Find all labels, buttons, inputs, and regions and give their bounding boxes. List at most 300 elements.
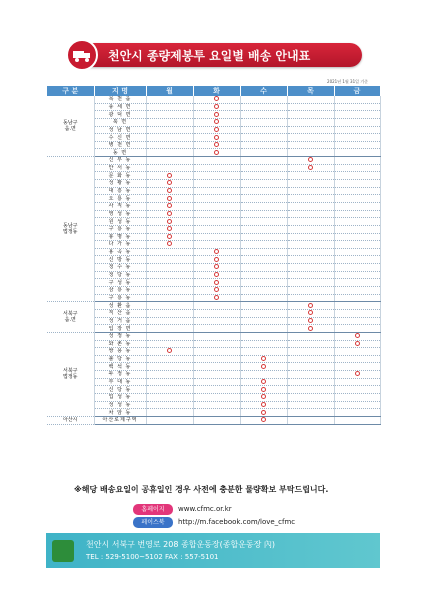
day-cell: [146, 294, 193, 302]
header-cell: 구 분: [47, 86, 94, 96]
day-cell: [240, 393, 287, 401]
day-cell: [146, 317, 193, 325]
day-cell: [146, 256, 193, 264]
day-cell: [193, 241, 240, 249]
day-cell: [287, 210, 334, 218]
day-cell: [334, 195, 380, 203]
day-cell: [287, 393, 334, 401]
day-cell: [146, 164, 193, 172]
day-cell: [240, 202, 287, 210]
day-cell: [193, 409, 240, 417]
day-cell: [146, 172, 193, 180]
day-cell: [240, 386, 287, 394]
day-cell: [334, 279, 380, 287]
stadium-logo-icon: [52, 540, 74, 562]
day-cell: [334, 172, 380, 180]
day-cell: [146, 218, 193, 226]
table-row: [47, 409, 380, 417]
footer-tel: TEL : 529-5100~5102 FAX : 557-5101: [86, 553, 219, 561]
day-cell: [146, 233, 193, 241]
delivery-mark-icon: [214, 142, 219, 147]
delivery-mark-icon: [261, 417, 266, 422]
table-row: [47, 264, 380, 272]
group-label: 동남구 읍.면: [47, 96, 94, 157]
day-cell: [287, 241, 334, 249]
delivery-mark-icon: [167, 188, 172, 193]
day-cell: [287, 149, 334, 157]
area-name: 신 방 동: [94, 256, 146, 264]
area-name: 동 면: [94, 149, 146, 157]
day-cell: [334, 332, 380, 340]
area-name: 부 대 동: [94, 378, 146, 386]
day-cell: [146, 180, 193, 188]
day-cell: [334, 325, 380, 333]
day-cell: [334, 157, 380, 165]
delivery-mark-icon: [308, 310, 313, 315]
day-cell: [334, 202, 380, 210]
day-cell: [240, 302, 287, 310]
day-cell: [334, 233, 380, 241]
day-cell: [146, 355, 193, 363]
day-cell: [193, 401, 240, 409]
delivery-mark-icon: [167, 241, 172, 246]
day-cell: [193, 279, 240, 287]
header-cell: 금: [334, 86, 380, 96]
day-cell: [146, 371, 193, 379]
area-name: 문 화 동: [94, 172, 146, 180]
header-cell: 목: [287, 86, 334, 96]
day-cell: [146, 279, 193, 287]
day-cell: [193, 393, 240, 401]
delivery-mark-icon: [167, 196, 172, 201]
delivery-mark-icon: [355, 371, 360, 376]
delivery-mark-icon: [261, 356, 266, 361]
day-cell: [287, 325, 334, 333]
day-cell: [193, 195, 240, 203]
table-row: [47, 180, 380, 188]
table-row: [47, 187, 380, 195]
table-row: [47, 126, 380, 134]
table-row: [47, 279, 380, 287]
day-cell: [240, 210, 287, 218]
day-cell: [287, 409, 334, 417]
day-cell: [287, 264, 334, 272]
delivery-mark-icon: [214, 96, 219, 101]
day-cell: [334, 248, 380, 256]
day-cell: [334, 287, 380, 295]
day-cell: [240, 271, 287, 279]
day-cell: [146, 287, 193, 295]
day-cell: [240, 111, 287, 119]
day-cell: [146, 134, 193, 142]
day-cell: [146, 363, 193, 371]
day-cell: [146, 157, 193, 165]
day-cell: [287, 141, 334, 149]
area-name: 원 성 동: [94, 218, 146, 226]
page-title: 천안시 종량제봉투 요일별 배송 안내표: [108, 49, 311, 63]
area-name: 삼 룡 동: [94, 287, 146, 295]
day-cell: [146, 96, 193, 103]
day-cell: [240, 225, 287, 233]
table-row: [47, 386, 380, 394]
delivery-mark-icon: [214, 127, 219, 132]
delivery-mark-icon: [167, 348, 172, 353]
day-cell: [146, 401, 193, 409]
delivery-mark-icon: [167, 173, 172, 178]
day-cell: [193, 348, 240, 356]
footer-address: 천안시 서북구 번영로 208 종합운동장(종합운동장 內): [86, 540, 276, 549]
delivery-mark-icon: [355, 341, 360, 346]
day-cell: [287, 187, 334, 195]
area-name: 불 당 동: [94, 355, 146, 363]
day-cell: [287, 202, 334, 210]
area-name: 병 천 면: [94, 141, 146, 149]
day-cell: [287, 279, 334, 287]
delivery-mark-icon: [308, 326, 313, 331]
day-cell: [240, 416, 287, 424]
day-cell: [240, 180, 287, 188]
table-row: [47, 172, 380, 180]
day-cell: [193, 317, 240, 325]
day-cell: [334, 393, 380, 401]
day-cell: [193, 225, 240, 233]
day-cell: [240, 96, 287, 103]
area-name: 청 당 동: [94, 271, 146, 279]
title-banner: [74, 43, 362, 67]
day-cell: [334, 111, 380, 119]
day-cell: [193, 187, 240, 195]
area-name: 와 촌 동: [94, 340, 146, 348]
day-cell: [146, 118, 193, 126]
day-cell: [146, 225, 193, 233]
day-cell: [334, 340, 380, 348]
day-cell: [240, 187, 287, 195]
day-cell: [240, 363, 287, 371]
day-cell: [334, 187, 380, 195]
day-cell: [146, 271, 193, 279]
table-row: [47, 378, 380, 386]
delivery-mark-icon: [214, 287, 219, 292]
table-row: [47, 164, 380, 172]
day-cell: [287, 271, 334, 279]
area-name: 북 면: [94, 118, 146, 126]
day-cell: [240, 172, 287, 180]
delivery-mark-icon: [308, 303, 313, 308]
table-row: [47, 96, 380, 103]
day-cell: [334, 294, 380, 302]
homepage-label: 홈페이지: [133, 504, 173, 515]
day-cell: [146, 264, 193, 272]
delivery-mark-icon: [167, 234, 172, 239]
delivery-mark-icon: [308, 318, 313, 323]
day-cell: [146, 340, 193, 348]
day-cell: [146, 111, 193, 119]
table-row: [47, 355, 380, 363]
day-cell: [287, 103, 334, 111]
day-cell: [240, 401, 287, 409]
day-cell: [193, 134, 240, 142]
day-cell: [240, 317, 287, 325]
day-cell: [146, 248, 193, 256]
table-row: [47, 271, 380, 279]
table-row: [47, 256, 380, 264]
table-row: [47, 287, 380, 295]
day-cell: [146, 202, 193, 210]
day-cell: [287, 309, 334, 317]
homepage-link[interactable]: www.cfmc.or.kr: [178, 505, 232, 513]
day-cell: [240, 294, 287, 302]
delivery-mark-icon: [261, 394, 266, 399]
day-cell: [334, 103, 380, 111]
table-row: [47, 210, 380, 218]
day-cell: [193, 287, 240, 295]
day-cell: [240, 218, 287, 226]
day-cell: [287, 172, 334, 180]
day-cell: [146, 409, 193, 417]
day-cell: [146, 241, 193, 249]
header-cell: 화: [193, 86, 240, 96]
area-name: 풍 세 면: [94, 103, 146, 111]
day-cell: [334, 96, 380, 103]
group-label: 서북구 읍.면: [47, 302, 94, 333]
day-cell: [240, 141, 287, 149]
delivery-mark-icon: [214, 249, 219, 254]
table-row: [47, 401, 380, 409]
day-cell: [287, 126, 334, 134]
day-cell: [334, 348, 380, 356]
day-cell: [193, 111, 240, 119]
day-cell: [334, 134, 380, 142]
day-cell: [193, 332, 240, 340]
delivery-mark-icon: [167, 226, 172, 231]
day-cell: [240, 378, 287, 386]
area-name: 직 산 읍: [94, 309, 146, 317]
area-name: 성 환 읍: [94, 302, 146, 310]
day-cell: [334, 126, 380, 134]
day-cell: [146, 187, 193, 195]
delivery-mark-icon: [261, 402, 266, 407]
schedule-table: [47, 86, 381, 425]
day-cell: [193, 149, 240, 157]
area-name: 목 천 읍: [94, 96, 146, 103]
day-cell: [240, 134, 287, 142]
day-cell: [334, 409, 380, 417]
area-name: 성 남 면: [94, 126, 146, 134]
area-name: 아산로제구역: [94, 416, 146, 424]
day-cell: [334, 256, 380, 264]
delivery-mark-icon: [308, 157, 313, 162]
delivery-mark-icon: [167, 180, 172, 185]
day-cell: [146, 332, 193, 340]
group-label: 서북구 법정동: [47, 332, 94, 416]
table-row: [47, 241, 380, 249]
day-cell: [287, 225, 334, 233]
table-row: [47, 309, 380, 317]
day-cell: [334, 271, 380, 279]
day-cell: [146, 378, 193, 386]
day-cell: [240, 248, 287, 256]
day-cell: [193, 118, 240, 126]
delivery-mark-icon: [214, 135, 219, 140]
area-name: 봉 명 동: [94, 233, 146, 241]
area-name: 구 성 동: [94, 279, 146, 287]
day-cell: [287, 401, 334, 409]
day-cell: [193, 325, 240, 333]
day-cell: [334, 401, 380, 409]
table-row: [47, 340, 380, 348]
day-cell: [240, 340, 287, 348]
day-cell: [287, 416, 334, 424]
day-cell: [287, 332, 334, 340]
day-cell: [193, 180, 240, 188]
table-row: [47, 103, 380, 111]
day-cell: [334, 210, 380, 218]
delivery-mark-icon: [214, 104, 219, 109]
day-cell: [287, 233, 334, 241]
day-cell: [240, 309, 287, 317]
delivery-mark-icon: [355, 333, 360, 338]
day-cell: [334, 355, 380, 363]
day-cell: [240, 256, 287, 264]
day-cell: [193, 256, 240, 264]
day-cell: [334, 371, 380, 379]
delivery-mark-icon: [214, 280, 219, 285]
day-cell: [240, 126, 287, 134]
table-row: [47, 317, 380, 325]
area-name: 수 신 면: [94, 134, 146, 142]
day-cell: [287, 302, 334, 310]
day-cell: [146, 210, 193, 218]
area-name: 입 장 면: [94, 325, 146, 333]
area-name: 사 직 동: [94, 202, 146, 210]
day-cell: [240, 355, 287, 363]
day-cell: [287, 111, 334, 119]
day-cell: [334, 141, 380, 149]
day-cell: [334, 180, 380, 188]
area-name: 성 황 동: [94, 180, 146, 188]
day-cell: [193, 378, 240, 386]
area-name: 안 서 동: [94, 164, 146, 172]
day-cell: [334, 302, 380, 310]
area-name: 쌍 용 동: [94, 348, 146, 356]
day-cell: [240, 409, 287, 417]
table-row: [47, 141, 380, 149]
truck-icon: [66, 39, 98, 71]
day-cell: [240, 348, 287, 356]
area-name: 구 룡 동: [94, 225, 146, 233]
delivery-mark-icon: [261, 410, 266, 415]
day-cell: [240, 103, 287, 111]
day-cell: [240, 371, 287, 379]
table-row: [47, 332, 380, 340]
day-cell: [240, 325, 287, 333]
table-row: [47, 225, 380, 233]
area-name: 신 당 동: [94, 386, 146, 394]
day-cell: [146, 325, 193, 333]
footer-banner: [46, 533, 380, 568]
day-cell: [193, 126, 240, 134]
holiday-notice: ※해당 배송요일이 공휴일인 경우 사전에 충분한 물량확보 부탁드립니다.: [74, 485, 329, 494]
delivery-mark-icon: [261, 364, 266, 369]
day-cell: [193, 202, 240, 210]
day-cell: [287, 348, 334, 356]
table-row: [47, 416, 380, 424]
day-cell: [193, 416, 240, 424]
table-row: [47, 149, 380, 157]
table-row: [47, 111, 380, 119]
day-cell: [146, 103, 193, 111]
day-cell: [193, 264, 240, 272]
day-cell: [287, 355, 334, 363]
date-note: 2021년 1월 31일 기준: [327, 79, 368, 84]
table-row: [47, 118, 380, 126]
table-row: [47, 157, 380, 165]
header-cell: 월: [146, 86, 193, 96]
area-name: 오 룡 동: [94, 195, 146, 203]
delivery-mark-icon: [167, 219, 172, 224]
area-name: 청 수 동: [94, 264, 146, 272]
day-cell: [334, 241, 380, 249]
day-cell: [287, 134, 334, 142]
day-cell: [240, 233, 287, 241]
area-name: 신 부 동: [94, 157, 146, 165]
day-cell: [334, 386, 380, 394]
day-cell: [240, 241, 287, 249]
day-cell: [146, 386, 193, 394]
day-cell: [287, 386, 334, 394]
day-cell: [193, 248, 240, 256]
day-cell: [334, 218, 380, 226]
day-cell: [287, 378, 334, 386]
area-name: 용 곡 동: [94, 248, 146, 256]
day-cell: [193, 157, 240, 165]
day-cell: [193, 103, 240, 111]
day-cell: [334, 317, 380, 325]
day-cell: [193, 355, 240, 363]
table-row: [47, 202, 380, 210]
header-cell: 지 명: [94, 86, 146, 96]
table-row: [47, 363, 380, 371]
delivery-mark-icon: [214, 112, 219, 117]
header-cell: 수: [240, 86, 287, 96]
delivery-mark-icon: [214, 295, 219, 300]
day-cell: [287, 256, 334, 264]
table-header-row: [47, 86, 380, 96]
day-cell: [240, 118, 287, 126]
day-cell: [193, 233, 240, 241]
delivery-mark-icon: [261, 379, 266, 384]
day-cell: [193, 294, 240, 302]
area-name: 영 성 동: [94, 210, 146, 218]
table-row: [47, 294, 380, 302]
day-cell: [287, 195, 334, 203]
day-cell: [240, 287, 287, 295]
day-cell: [287, 317, 334, 325]
table-row: [47, 348, 380, 356]
table-row: [47, 302, 380, 310]
day-cell: [334, 416, 380, 424]
facebook-link[interactable]: http://m.facebook.com/love_cfmc: [178, 518, 296, 526]
area-name: 다 가 동: [94, 241, 146, 249]
day-cell: [193, 141, 240, 149]
day-cell: [193, 210, 240, 218]
day-cell: [240, 279, 287, 287]
day-cell: [146, 309, 193, 317]
day-cell: [240, 164, 287, 172]
day-cell: [334, 309, 380, 317]
day-cell: [193, 96, 240, 103]
table-row: [47, 134, 380, 142]
